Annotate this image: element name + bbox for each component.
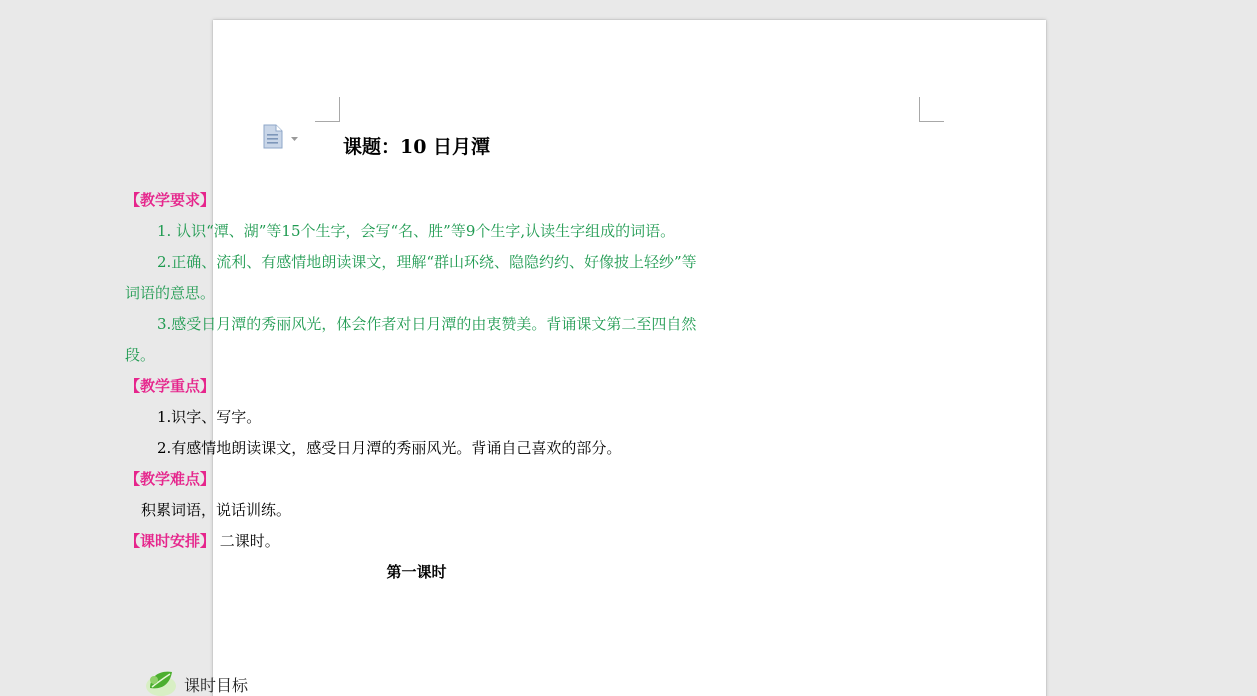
objective-label: 课时目标: [184, 676, 249, 695]
key-points-heading: 【教学重点】: [125, 377, 216, 395]
schedule-heading: 【课时安排】: [125, 532, 216, 550]
lesson-heading: 第一课时: [386, 563, 447, 581]
requirement-item-2: 2.正确、流利、有感情地朗读课文，理解“群山环绕、隐隐约约、好像披上轻纱”等词语的意思。: [125, 253, 697, 302]
difficulty-text: 积累词语，说话训练。: [141, 501, 292, 519]
objective-section: [144, 656, 248, 696]
requirement-item-3: 3.感受日月潭的秀丽风光，体会作者对日月潭的由衷赞美。背诵课文第二至四自然段。: [125, 315, 697, 364]
schedule-text: 二课时。: [215, 532, 280, 550]
requirements-heading: 【教学要求】: [125, 191, 216, 209]
document-body: [125, 130, 708, 588]
schedule-line: [125, 526, 708, 557]
margin-corner-top-right: [919, 97, 944, 122]
margin-corner-top-left: [315, 97, 340, 122]
key-point-item-1: 1.识字、写字。: [157, 408, 262, 426]
leaf-icon: [144, 660, 178, 696]
key-point-item-2: 2.有感情地朗读课文，感受日月潭的秀丽风光。背诵自己喜欢的部分。: [157, 439, 622, 457]
requirement-item-1: 1. 认识“潭、湖”等15个生字，会写“名、胜”等9个生字,认读生字组成的词语。: [157, 222, 676, 240]
difficulty-heading: 【教学难点】: [125, 470, 216, 488]
document-title: 课题：10 日月潭: [342, 136, 491, 158]
